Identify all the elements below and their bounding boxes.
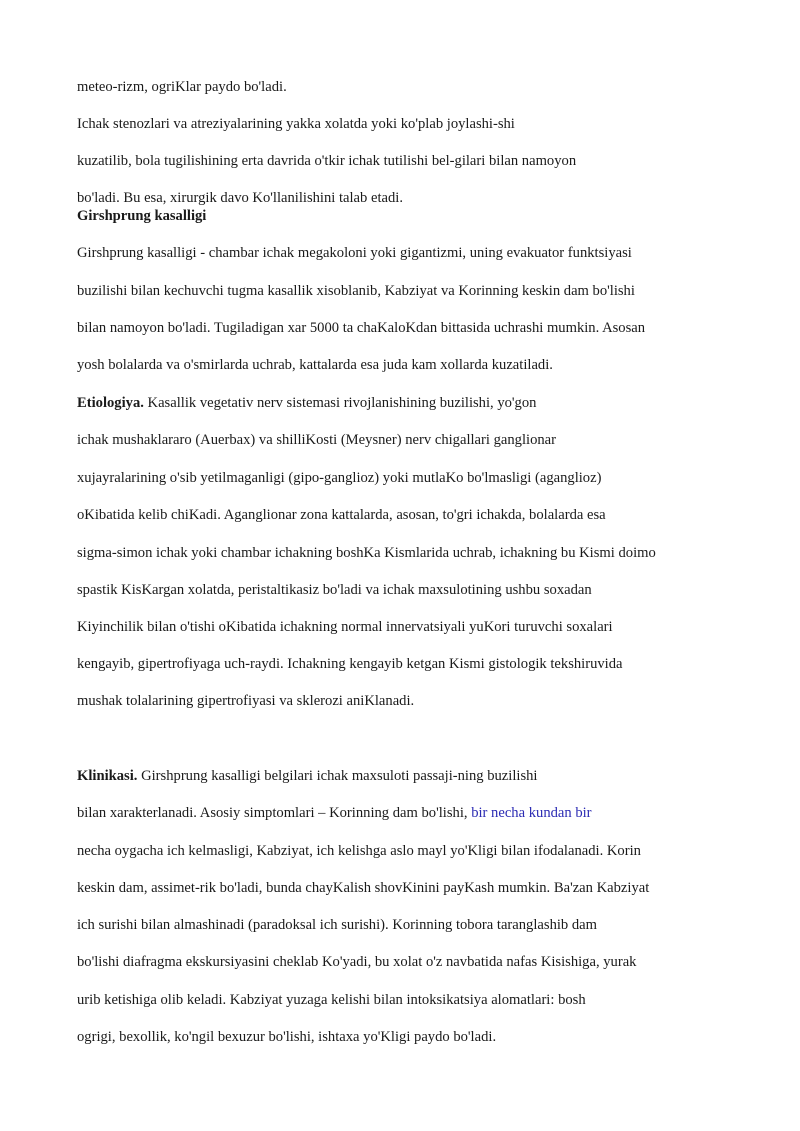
etiology-line-9: mushak tolalarining gipertrofiyasi va sklerozi aniKlanadi. xyxy=(77,693,415,709)
intro-line-2: Ichak stenozlari va atreziyalarining yakka xolatda yoki ko'plab joylashi-shi xyxy=(77,116,515,132)
clinic-text: bilan xarakterlanadi. Asosiy simptomlari – Korinning dam bo'lishi, xyxy=(77,805,472,821)
clinic-line-8: ogrigi, bexollik, ko'ngil bexuzur bo'lishi, ishtaxa yo'Kligi paydo bo'ladi. xyxy=(77,1029,497,1045)
p1-line-2: buzilishi bilan kechuvchi tugma kasallik xisoblanib, Kabziyat va Korinning keskin dam bo'lishi xyxy=(77,283,635,299)
highlighted-text-link[interactable]: bir necha kundan bir xyxy=(471,805,592,821)
etiology-line-2: ichak mushaklararo (Auerbax) va shilliKosti (Meysner) nerv chigallari ganglionar xyxy=(77,432,556,448)
clinic-line-1 xyxy=(77,767,537,785)
clinic-line-6: bo'lishi diafragma ekskursiyasini cheklab Ko'yadi, bu xolat o'z navbatida nafas Kisishiga, yurak xyxy=(77,954,637,970)
etiology-line-4: oKibatida kelib chiKadi. Aganglionar zona kattalarda, asosan, to'gri ichakda, bolalarda esa xyxy=(77,507,606,523)
clinic-heading: Klinikasi. xyxy=(77,768,138,784)
p1-line-4: yosh bolalarda va o'smirlarda uchrab, kattalarda esa juda kam xollarda kuzatiladi. xyxy=(77,357,553,373)
etiology-line-8: kengayib, gipertrofiyaga uch-raydi. Ichakning kengayib ketgan Kismi gistologik tekshiruvida xyxy=(77,656,623,672)
clinic-line-3: necha oygacha ich kelmasligi, Kabziyat, ich kelishga aslo mayl yo'Kligi bilan ifodalanadi. Korin xyxy=(77,843,641,859)
intro-line-4: bo'ladi. Bu esa, xirurgik davo Ko'llanilishini talab etadi. xyxy=(77,190,403,206)
clinic-line-7: urib ketishiga olib keladi. Kabziyat yuzaga kelishi bilan intoksikatsiya alomatlari: bosh xyxy=(77,992,586,1008)
clinic-text: Girshprung kasalligi belgilari ichak maxsuloti passaji-ning buzilishi xyxy=(137,768,538,784)
etiology-line-5: sigma-simon ichak yoki chambar ichakning boshKa Kismlarida uchrab, ichakning bu Kismi doimo xyxy=(77,545,656,561)
etiology-line-3: xujayralarining o'sib yetilmaganligi (gipo-ganglioz) yoki mutlaKo bo'lmasligi (aganglioz) xyxy=(77,470,602,486)
etiology-line-6: spastik KisKargan xolatda, peristaltikasiz bo'ladi va ichak maxsulotining ushbu soxadan xyxy=(77,582,592,598)
intro-line-3: kuzatilib, bola tugilishining erta davrida o'tkir ichak tutilishi bel-gilari bilan namoyon xyxy=(77,153,577,169)
intro-line-1: meteo-rizm, ogriKlar paydo bo'ladi. xyxy=(77,79,287,95)
etiology-text: Kasallik vegetativ nerv sistemasi rivojlanishining buzilishi, yo'gon xyxy=(143,395,537,411)
section-title: Girshprung kasalligi xyxy=(77,208,207,224)
clinic-line-4: keskin dam, assimet-rik bo'ladi, bunda chayKalish shovKinini payKash mumkin. Ba'zan Kabziyat xyxy=(77,880,650,896)
etiology-line-1 xyxy=(77,394,536,412)
p1-line-3: bilan namoyon bo'ladi. Tugiladigan xar 5000 ta chaKaloKdan bittasida uchrashi mumkin. Asosan xyxy=(77,320,646,336)
etiology-line-7: Kiyinchilik bilan o'tishi oKibatida ichakning normal innervatsiyali yuKori turuvchi soxalari xyxy=(77,619,613,635)
p1-line-1: Girshprung kasalligi - chambar ichak megakoloni yoki gigantizmi, uning evakuator funktsiyasi xyxy=(77,245,632,261)
etiology-heading: Etiologiya. xyxy=(77,395,144,411)
clinic-line-2 xyxy=(77,804,592,822)
clinic-line-5: ich surishi bilan almashinadi (paradoksal ich surishi). Korinning tobora taranglashib dam xyxy=(77,917,597,933)
